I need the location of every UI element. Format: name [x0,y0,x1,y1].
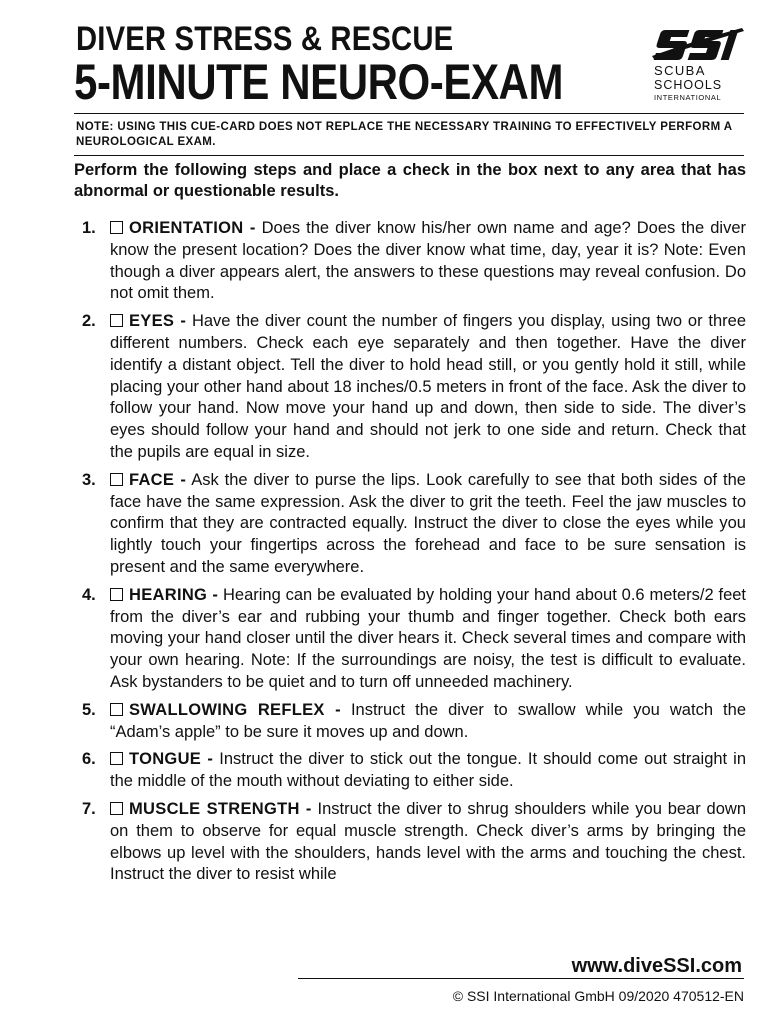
ssi-logo-graphic [650,22,746,64]
step-number: 5. [82,700,96,719]
logo-text-international: INTERNATIONAL [654,93,722,102]
header-divider [74,113,744,114]
step-face [74,470,746,579]
step-checkbox-muscle-strength[interactable] [110,802,123,815]
title-line-1: DIVER STRESS & RESCUE [76,20,454,58]
step-description: Instruct the diver to swallow while you watch the “Adam’s apple” to be sure it moves up and down. [110,700,746,741]
step-checkbox-eyes[interactable] [110,314,123,327]
step-description: Does the diver know his/her own name and age? Does the diver know the present location? Does the diver know what time, day, year it is? Note: Even though a diver appears alert, the answers to these questions may reveal confusion. Do not omit them. [110,219,746,303]
step-orientation [74,218,746,305]
step-checkbox-face[interactable] [110,473,123,486]
logo-text-scuba: SCUBA [654,63,706,78]
step-tongue [74,749,746,793]
step-number: 3. [82,470,96,489]
step-heading: HEARING - [129,585,219,604]
website-link[interactable]: www.diveSSI.com [571,955,742,977]
step-description: Instruct the diver to shrug shoulders while you bear down on them to observe for equal muscle strength. Check diver’s arms by bringing the elbows up level with the shoulders, hands level with the arms and touching the chest. Instruct the diver to resist while [110,799,746,884]
step-number: 4. [82,585,96,604]
note-divider [74,155,744,156]
step-description: Instruct the diver to stick out the tongue. It should come out straight in the middle of the mouth without deviating to either side. [110,750,747,791]
step-eyes [74,311,746,464]
step-hearing [74,585,746,694]
step-description: Ask the diver to purse the lips. Look carefully to see that both sides of the face have the same expression. Ask the diver to grit the teeth. Feel the jaw muscles to confirm that they are contracted equally. Instruct the diver to close the eyes while you lightly touch your fingertips across the forehead and face to be sure sensation is present and the same everywhere. [110,470,746,576]
step-heading: TONGUE - [129,750,214,769]
step-description: Hearing can be evaluated by holding your hand about 0.6 meters/2 feet from the diver’s ear and rubbing your thumb and finger together. Check both ears moving your hand closer until the diver hears it. Check several times and compare with your own hearing. Note: If the surroundings are noisy, the test is difficult to evaluate. Ask bystanders to be quiet and to turn off unneeded machinery. [110,585,746,691]
step-heading: ORIENTATION - [129,219,256,237]
step-number: 2. [82,312,96,331]
step-checkbox-hearing[interactable] [110,588,123,601]
step-number: 7. [82,799,96,818]
step-number: 1. [82,219,96,237]
title-line-2: 5-MINUTE NEURO-EXAM [74,54,564,110]
step-swallowing-reflex [74,700,746,744]
training-note: NOTE: USING THIS CUE-CARD DOES NOT REPLACE THE NECESSARY TRAINING TO EFFECTIVELY PERFORM A NEUROLOGICAL EXAM. [76,121,732,148]
step-checkbox-orientation[interactable] [110,221,123,234]
ssi-logo [650,22,746,104]
logo-text-schools: SCHOOLS [654,78,723,92]
exam-steps-list [74,218,746,892]
step-heading: FACE - [129,470,187,489]
step-checkbox-swallowing-reflex[interactable] [110,703,123,716]
footer-divider [298,978,744,979]
step-description: Have the diver count the number of fingers you display, using two or three different numbers. Check each eye separately and then together. Have the diver identify a distant object. Tell the diver to hold head still, or you gently hold it still, while placing your other hand about 18 inches/0.5 meters in front of the face. Ask the diver to follow your hand. Now move your hand up and down, then side to side. The diver’s eyes should follow your hand and should not jerk to one side and return. Check that the pupils are equal in size. [110,312,746,461]
copyright-notice: © SSI International GmbH 09/2020 470512-EN [452,988,744,1004]
instructions-intro: Perform the following steps and place a check in the box next to any area that has abnormal or questionable results. [74,161,746,200]
step-heading: MUSCLE STRENGTH - [129,799,312,818]
step-checkbox-tongue[interactable] [110,752,123,765]
step-heading: SWALLOWING REFLEX - [129,700,341,719]
step-muscle-strength [74,799,746,886]
step-heading: EYES - [129,312,187,331]
step-number: 6. [82,750,96,769]
ssi-logo-mark [650,22,746,64]
